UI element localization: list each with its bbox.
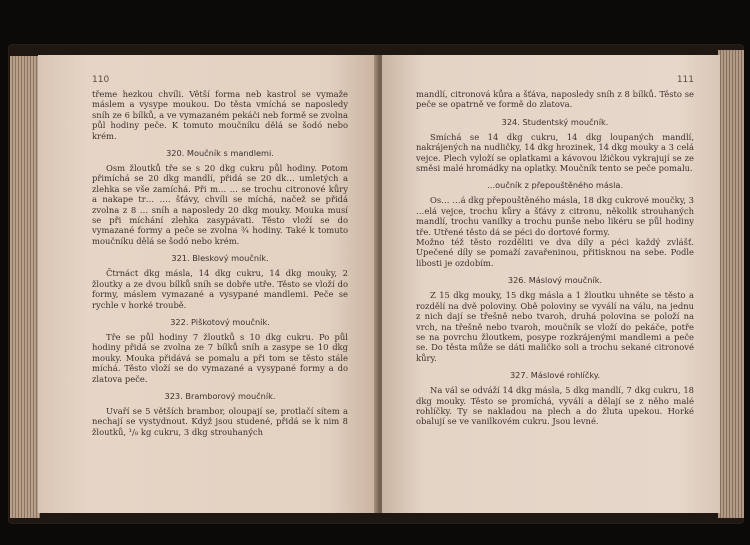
recipe-title: 322. Piškotový moučník. [170,316,270,327]
recipe-title: 321. Bleskový moučník. [171,253,269,264]
opening-paragraph: třeme hezkou chvíli. Větší forma neb kastrol se vymaže máslem a vysype moukou. Do těsta vmíchá se naposledy sníh ze 6 bílků, a ve vymazaném pekáči neb formě se zvolna půl hodiny peče. K tomuto moučníku dělá se šodó nebo krém. [92,89,348,141]
right-page-text [416,89,694,427]
opening-paragraph: mandlí, citronová kůra a šťáva, naposledy sníh z 8 bílků. Těsto se peče se opatrně ve formě do zlatova. [416,89,694,110]
recipe-text: Tře se půl hodiny 7 žloutků s 10 dkg cukru. Po půl hodiny přidá se zvolna ze 7 bílků sníh a zasype se 10 dkg mouky. Mouka přidává se pomalu a při tom se těsto stále míchá. Těsto vloží se do vymazané a vysypané formy a do zlatova peče. [92,331,348,384]
recipe-text: Na vál se odváží 14 dkg másla, 5 dkg mandlí, 7 dkg cukru, 18 dkg mouky. Těsto se promíchá, vyválí a dělají se z něho malé rohlíčky. Ty se nakladou na plech a do žluta upekou. Horké obalují se ve vanilkovém cukru. Jsou levné. [416,385,694,427]
recipe-title: 324. Studentský moučník. [501,116,609,127]
recipe-text: Uvaří se 5 větších brambor, oloupají se, protlačí sítem a nechají se vystydnout. Když jsou studené, přidá se k nim 8 žloutků, ¹/₈ kg cukru, 3 dkg strouhaných [92,405,348,437]
left-page-text [92,89,348,437]
recipe-title: 326. Máslový moučník. [507,275,603,286]
recipe-title: 327. Máslové rohlíčky. [509,370,601,381]
page-number: 111 [676,75,694,85]
left-page [38,55,378,513]
recipe-title: 323. Bramborový moučník. [164,390,276,401]
recipe-text: Z 15 dkg mouky, 15 dkg másla a 1 žloutku uhněte se těsto a rozdělí na dvě poloviny. Obě poloviny se vyválí na válu, na jednu z nich dají se třešně nebo tvaroh, druhá polovina se položí na vrch, na třešně nebo tvaroh, moučník se vloží do pekáče, potře se na povrchu žloutkem, posype rozkrájenými mandlemi a peče se. Do těsta může se dáti maličko soli a trochu sekané citronové kůry. [416,290,694,363]
recipe-text: Os… …á dkg přepouštěného másla, 18 dkg cukrové moučky, 3 …elá vejce, trochu kůry a šťávy z citronu, několik strouhaných mandlí, trochu vanilky a trochu punše nebo likéru se půl hodiny tře. Utřené těsto dá se péci do dortové formy. Možno též těsto rozděliti ve dva díly a péci každý zvlášť. Upečené díly se pomaží zavařeninou, přitisknou na sebe. Podle libosti je ozdobím. [416,195,694,268]
right-page [382,55,720,513]
recipe-text: Osm žloutků tře se s 20 dkg cukru půl hodiny. Potom přimíchá se 20 dkg mandlí, přidá se 20 dk… umletých a zlehka se vše zamíchá. Při m… … se trochu citronové kůry a nakape tr… …. šťávy, chvíli se míchá, načež se přidá zvolna z 8 … sníh a naposledy 20 dkg mouky. Mouka musí se při míchání zlehka zasypávati. Těsto vloží se do vymazané formy a peče se zvolna ¾ hodiny. Také k tomuto moučníku dělá se šodó nebo krém. [92,163,348,246]
recipe-text: Čtrnáct dkg másla, 14 dkg cukru, 14 dkg mouky, 2 žloutky a ze dvou bílků sníh se dobře utře. Těsto se vloží do formy, máslem vymazané a vysypané mandlemi. Peče se rychle v horké troubě. [92,268,348,310]
page-edges-right [718,50,744,518]
recipe-title: …oučník z přepouštěného másla. [486,180,624,191]
recipe-title: 320. Moučník s mandlemi. [166,148,274,159]
recipe-text: Smíchá se 14 dkg cukru, 14 dkg loupaných mandlí, nakrájených na nudličky, 14 dkg hrozinek, 14 dkg mouky a 3 celá vejce. Plech vyloží se oplatkami a kávovou lžičkou vykrajují se ze směsi malé hromádky na oplatky. Moučník tento se peče pomalu. [416,131,694,174]
page-edges-left [10,56,40,518]
page-number: 110 [92,75,110,85]
